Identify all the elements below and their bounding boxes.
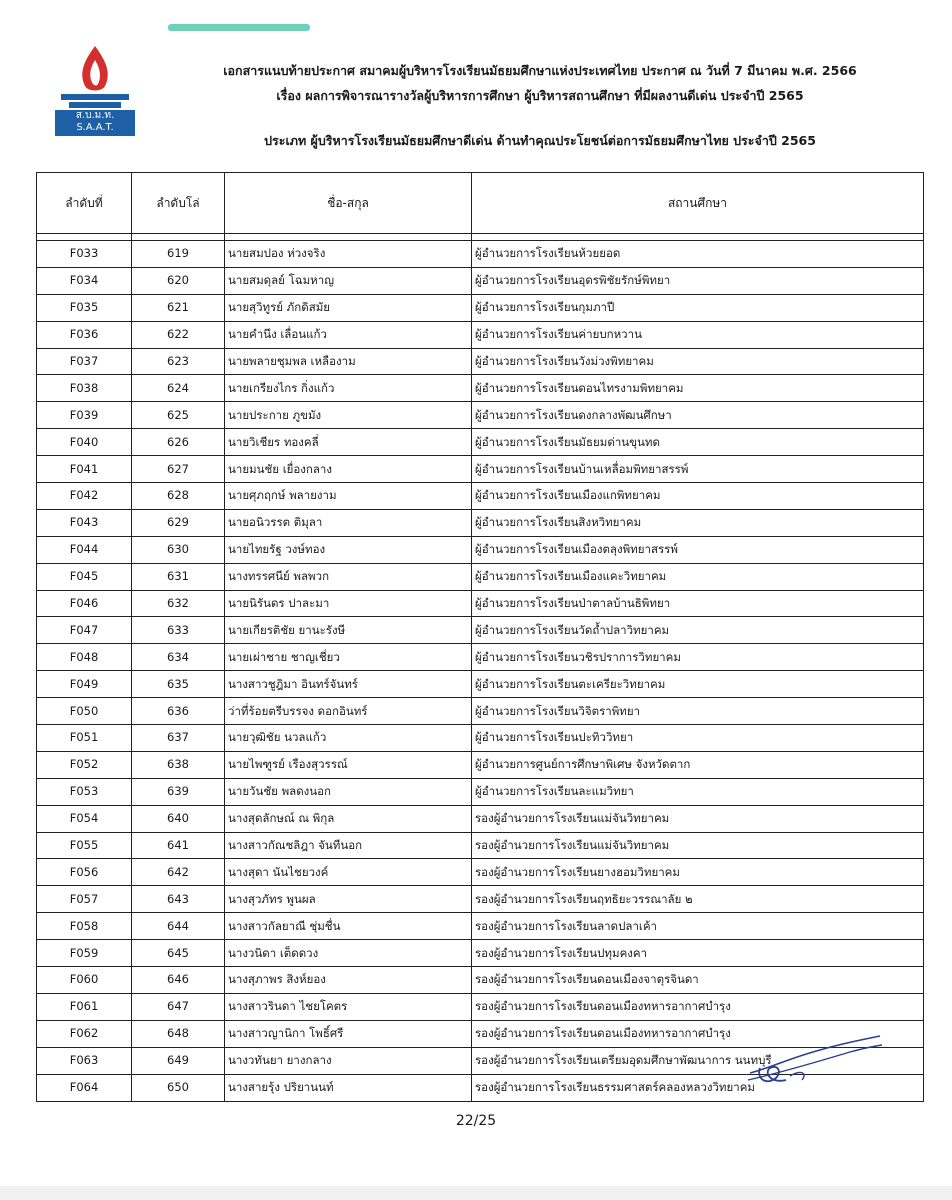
- cell-sequence: F034: [37, 267, 132, 294]
- cell-name: นายคำนึง เลื่อนแก้ว: [225, 321, 472, 348]
- table-row: [37, 805, 924, 832]
- table-row: [37, 886, 924, 913]
- cell-school: รองผู้อำนวยการโรงเรียนดอนเมืองจาตุรจินดา: [472, 967, 924, 994]
- cell-plaque-number: 623: [132, 348, 225, 375]
- cell-school: ผู้อำนวยการศูนย์การศึกษาพิเศษ จังหวัดตาก: [472, 751, 924, 778]
- table-row: [37, 725, 924, 752]
- cell-name: นายพลายชุมพล เหลืองาม: [225, 348, 472, 375]
- cell-plaque-number: 621: [132, 294, 225, 321]
- cell-sequence: F050: [37, 698, 132, 725]
- cell-school: ผู้อำนวยการโรงเรียนดอนไทรงามพิทยาคม: [472, 375, 924, 402]
- cell-name: นางสายรุ้ง ปริยานนท์: [225, 1074, 472, 1101]
- cell-school: รองผู้อำนวยการโรงเรียนยางฮอมวิทยาคม: [472, 859, 924, 886]
- table-row: [37, 698, 924, 725]
- cell-sequence: F051: [37, 725, 132, 752]
- cell-school: ผู้อำนวยการโรงเรียนป่าตาลบ้านธิพิทยา: [472, 590, 924, 617]
- cell-name: นายสุวิทูรย์ ภักดิสมัย: [225, 294, 472, 321]
- cell-sequence: F042: [37, 483, 132, 510]
- cell-school: รองผู้อำนวยการโรงเรียนดอนเมืองทหารอากาศบำรุง: [472, 1020, 924, 1047]
- logo-label: [55, 110, 135, 136]
- cell-plaque-number: 639: [132, 778, 225, 805]
- top-accent-bar: [168, 24, 310, 31]
- cell-school: ผู้อำนวยการโรงเรียนเมืองแกพิทยาคม: [472, 483, 924, 510]
- cell-name: นางสาวญานิกา โพธิ์ศรี: [225, 1020, 472, 1047]
- logo-text-en: S.A.A.T.: [76, 122, 114, 133]
- cell-sequence: F061: [37, 993, 132, 1020]
- cell-name: นายนิรันดร ปาละมา: [225, 590, 472, 617]
- cell-plaque-number: 646: [132, 967, 225, 994]
- cell-plaque-number: 631: [132, 563, 225, 590]
- cell-plaque-number: 645: [132, 940, 225, 967]
- cell-school: ผู้อำนวยการโรงเรียนละแมวิทยา: [472, 778, 924, 805]
- header-line-3: ประเภท ผู้บริหารโรงเรียนมัธยมศึกษาดีเด่น ด้านทำคุณประโยชน์ต่อการมัธยมศึกษาไทย ประจำปี 2565: [264, 133, 816, 148]
- cell-sequence: F062: [37, 1020, 132, 1047]
- cell-school: ผู้อำนวยการโรงเรียนวชิรปราการวิทยาคม: [472, 644, 924, 671]
- cell-name: นายเผ่าชาย ชาญเชี่ยว: [225, 644, 472, 671]
- cell-school: ผู้อำนวยการโรงเรียนวัดถ้ำปลาวิทยาคม: [472, 617, 924, 644]
- cell-plaque-number: 624: [132, 375, 225, 402]
- logo-text-thai: ส.บ.ม.ท.: [75, 110, 115, 121]
- cell-name: นางวทันยา ยางกลาง: [225, 1047, 472, 1074]
- table-row: [37, 456, 924, 483]
- cell-plaque-number: 644: [132, 913, 225, 940]
- cell-plaque-number: 635: [132, 671, 225, 698]
- table-row: [37, 241, 924, 268]
- cell-school: รองผู้อำนวยการโรงเรียนฤทธิยะวรรณาลัย ๒: [472, 886, 924, 913]
- cell-sequence: F055: [37, 832, 132, 859]
- cell-sequence: F041: [37, 456, 132, 483]
- table-row: [37, 429, 924, 456]
- cell-name: นายวุฒิชัย นวลแก้ว: [225, 725, 472, 752]
- cell-plaque-number: 632: [132, 590, 225, 617]
- cell-school: รองผู้อำนวยการโรงเรียนธรรมศาสตร์คลองหลวงวิทยาคม: [472, 1074, 924, 1101]
- cell-plaque-number: 622: [132, 321, 225, 348]
- cell-school: รองผู้อำนวยการโรงเรียนแม่จันวิทยาคม: [472, 832, 924, 859]
- cell-plaque-number: 619: [132, 241, 225, 268]
- cell-name: นายไทยรัฐ วงษ์ทอง: [225, 536, 472, 563]
- cell-sequence: F059: [37, 940, 132, 967]
- cell-sequence: F053: [37, 778, 132, 805]
- table-spacer-row: [37, 234, 924, 241]
- cell-sequence: F044: [37, 536, 132, 563]
- table-row: [37, 913, 924, 940]
- column-header-name: ชื่อ-สกุล: [225, 173, 472, 234]
- cell-name: นายประกาย ภูขมัง: [225, 402, 472, 429]
- table-row: [37, 267, 924, 294]
- cell-sequence: F064: [37, 1074, 132, 1101]
- table-row: [37, 778, 924, 805]
- cell-name: นายมนชัย เยื่องกลาง: [225, 456, 472, 483]
- header-line-1: เอกสารแนบท้ายประกาศ สมาคมผู้บริหารโรงเรียนมัธยมศึกษาแห่งประเทศไทย ประกาศ ณ วันที่ 7 มีนาคม พ.ศ. 2566: [223, 63, 857, 78]
- table-row: [37, 644, 924, 671]
- cell-school: ผู้อำนวยการโรงเรียนปะทิววิทยา: [472, 725, 924, 752]
- table-row: [37, 509, 924, 536]
- cell-sequence: F049: [37, 671, 132, 698]
- cell-school: รองผู้อำนวยการโรงเรียนดอนเมืองทหารอากาศบำรุง: [472, 993, 924, 1020]
- cell-sequence: F035: [37, 294, 132, 321]
- cell-plaque-number: 643: [132, 886, 225, 913]
- cell-school: รองผู้อำนวยการโรงเรียนปทุมคงคา: [472, 940, 924, 967]
- cell-sequence: F052: [37, 751, 132, 778]
- cell-plaque-number: 629: [132, 509, 225, 536]
- cell-plaque-number: 625: [132, 402, 225, 429]
- page-number: 22/25: [455, 1113, 497, 1129]
- cell-sequence: F037: [37, 348, 132, 375]
- cell-school: รองผู้อำนวยการโรงเรียนเตรียมอุดมศึกษาพัฒนาการ นนทบุรี: [472, 1047, 924, 1074]
- cell-plaque-number: 634: [132, 644, 225, 671]
- table-row: [37, 294, 924, 321]
- cell-school: ผู้อำนวยการโรงเรียนตะเครียะวิทยาคม: [472, 671, 924, 698]
- cell-school: ผู้อำนวยการโรงเรียนห้วยยอด: [472, 241, 924, 268]
- cell-plaque-number: 626: [132, 429, 225, 456]
- cell-sequence: F036: [37, 321, 132, 348]
- table-row: [37, 751, 924, 778]
- cell-name: นางสุดลักษณ์ ณ พิกุล: [225, 805, 472, 832]
- cell-school: ผู้อำนวยการโรงเรียนกุมภาปี: [472, 294, 924, 321]
- cell-plaque-number: 649: [132, 1047, 225, 1074]
- cell-name: นางสาวกัลยาณี ชุ่มชื่น: [225, 913, 472, 940]
- cell-plaque-number: 630: [132, 536, 225, 563]
- cell-plaque-number: 638: [132, 751, 225, 778]
- cell-sequence: F056: [37, 859, 132, 886]
- table-row: [37, 859, 924, 886]
- table-row: [37, 671, 924, 698]
- table-row: [37, 402, 924, 429]
- cell-plaque-number: 627: [132, 456, 225, 483]
- cell-name: นางสุภาพร สิงห์ยอง: [225, 967, 472, 994]
- table-row: [37, 375, 924, 402]
- cell-school: ผู้อำนวยการโรงเรียนวังม่วงพิทยาคม: [472, 348, 924, 375]
- cell-name: นางสุวภัทร พูนผล: [225, 886, 472, 913]
- cell-plaque-number: 640: [132, 805, 225, 832]
- cell-name: นางสาวชูฎิมา อินทร์จันทร์: [225, 671, 472, 698]
- cell-name: นายศุภฤกษ์ พลายงาม: [225, 483, 472, 510]
- cell-name: นายสมดุลย์ โฉมหาญ: [225, 267, 472, 294]
- table-row: [37, 348, 924, 375]
- cell-name: นางสุดา นันไชยวงค์: [225, 859, 472, 886]
- cell-plaque-number: 648: [132, 1020, 225, 1047]
- cell-plaque-number: 650: [132, 1074, 225, 1101]
- table-row: [37, 993, 924, 1020]
- cell-name: นายวันชัย พลดงนอก: [225, 778, 472, 805]
- cell-plaque-number: 642: [132, 859, 225, 886]
- awardees-table: [36, 172, 924, 1102]
- cell-name: นางวนิดา เต็ดดวง: [225, 940, 472, 967]
- cell-name: นายไพฑูรย์ เรืองสุวรรณ์: [225, 751, 472, 778]
- cell-name: นายอนิวรรต ติมุลา: [225, 509, 472, 536]
- table-row: [37, 832, 924, 859]
- cell-plaque-number: 641: [132, 832, 225, 859]
- table-row: [37, 940, 924, 967]
- cell-name: นายวิเชียร ทองคลี่: [225, 429, 472, 456]
- cell-plaque-number: 636: [132, 698, 225, 725]
- cell-name: นายเกรียงไกร กิ่งแก้ว: [225, 375, 472, 402]
- column-header-sequence: ลำดับที่: [37, 173, 132, 234]
- table-row: [37, 967, 924, 994]
- cell-school: ผู้อำนวยการโรงเรียนอุดรพิชัยรักษ์พิทยา: [472, 267, 924, 294]
- cell-school: รองผู้อำนวยการโรงเรียนแม่จันวิทยาคม: [472, 805, 924, 832]
- cell-name: ว่าที่ร้อยตรีบรรจง ดอกอินทร์: [225, 698, 472, 725]
- cell-school: ผู้อำนวยการโรงเรียนสิงหวิทยาคม: [472, 509, 924, 536]
- cell-sequence: F033: [37, 241, 132, 268]
- cell-plaque-number: 647: [132, 993, 225, 1020]
- cell-sequence: F040: [37, 429, 132, 456]
- cell-plaque-number: 633: [132, 617, 225, 644]
- column-header-school: สถานศึกษา: [472, 173, 924, 234]
- cell-name: นายเกียรติชัย ยานะรังษี: [225, 617, 472, 644]
- cell-sequence: F045: [37, 563, 132, 590]
- header-line-2: เรื่อง ผลการพิจารณารางวัลผู้บริหารการศึกษา ผู้บริหารสถานศึกษา ที่มีผลงานดีเด่น ประจำปี 2565: [276, 88, 804, 103]
- cell-school: รองผู้อำนวยการโรงเรียนลาดปลาเค้า: [472, 913, 924, 940]
- cell-sequence: F060: [37, 967, 132, 994]
- cell-name: นางสาวรินดา ไชยโคตร: [225, 993, 472, 1020]
- column-header-plaque-number: ลำดับโล่: [132, 173, 225, 234]
- cell-plaque-number: 620: [132, 267, 225, 294]
- cell-sequence: F054: [37, 805, 132, 832]
- cell-school: ผู้อำนวยการโรงเรียนเมืองตลุงพิทยาสรรพ์: [472, 536, 924, 563]
- cell-school: ผู้อำนวยการโรงเรียนค่ายบกหวาน: [472, 321, 924, 348]
- cell-school: ผู้อำนวยการโรงเรียนดงกลางพัฒนศึกษา: [472, 402, 924, 429]
- cell-sequence: F038: [37, 375, 132, 402]
- cell-name: นางทรรศนีย์ พลพวก: [225, 563, 472, 590]
- table-row: [37, 536, 924, 563]
- cell-school: ผู้อำนวยการโรงเรียนบ้านเหลื่อมพิทยาสรรพ์: [472, 456, 924, 483]
- table-row: [37, 483, 924, 510]
- cell-school: ผู้อำนวยการโรงเรียนมัธยมด่านขุนทด: [472, 429, 924, 456]
- table-row: [37, 590, 924, 617]
- cell-sequence: F048: [37, 644, 132, 671]
- cell-sequence: F058: [37, 913, 132, 940]
- cell-name: นางสาวกัณชลิฎา จันทีนอก: [225, 832, 472, 859]
- cell-plaque-number: 628: [132, 483, 225, 510]
- cell-sequence: F047: [37, 617, 132, 644]
- cell-sequence: F043: [37, 509, 132, 536]
- cell-name: นายสมปอง ห่วงจริง: [225, 241, 472, 268]
- cell-school: ผู้อำนวยการโรงเรียนวิจิตราพิทยา: [472, 698, 924, 725]
- cell-plaque-number: 637: [132, 725, 225, 752]
- cell-sequence: F046: [37, 590, 132, 617]
- cell-sequence: F057: [37, 886, 132, 913]
- table-header-row: [37, 173, 924, 234]
- table-row: [37, 321, 924, 348]
- cell-sequence: F039: [37, 402, 132, 429]
- bottom-bar: [0, 1186, 952, 1200]
- cell-school: ผู้อำนวยการโรงเรียนเมืองแคะวิทยาคม: [472, 563, 924, 590]
- table-row: [37, 617, 924, 644]
- signature-icon: [730, 1028, 890, 1098]
- cell-sequence: F063: [37, 1047, 132, 1074]
- table-row: [37, 563, 924, 590]
